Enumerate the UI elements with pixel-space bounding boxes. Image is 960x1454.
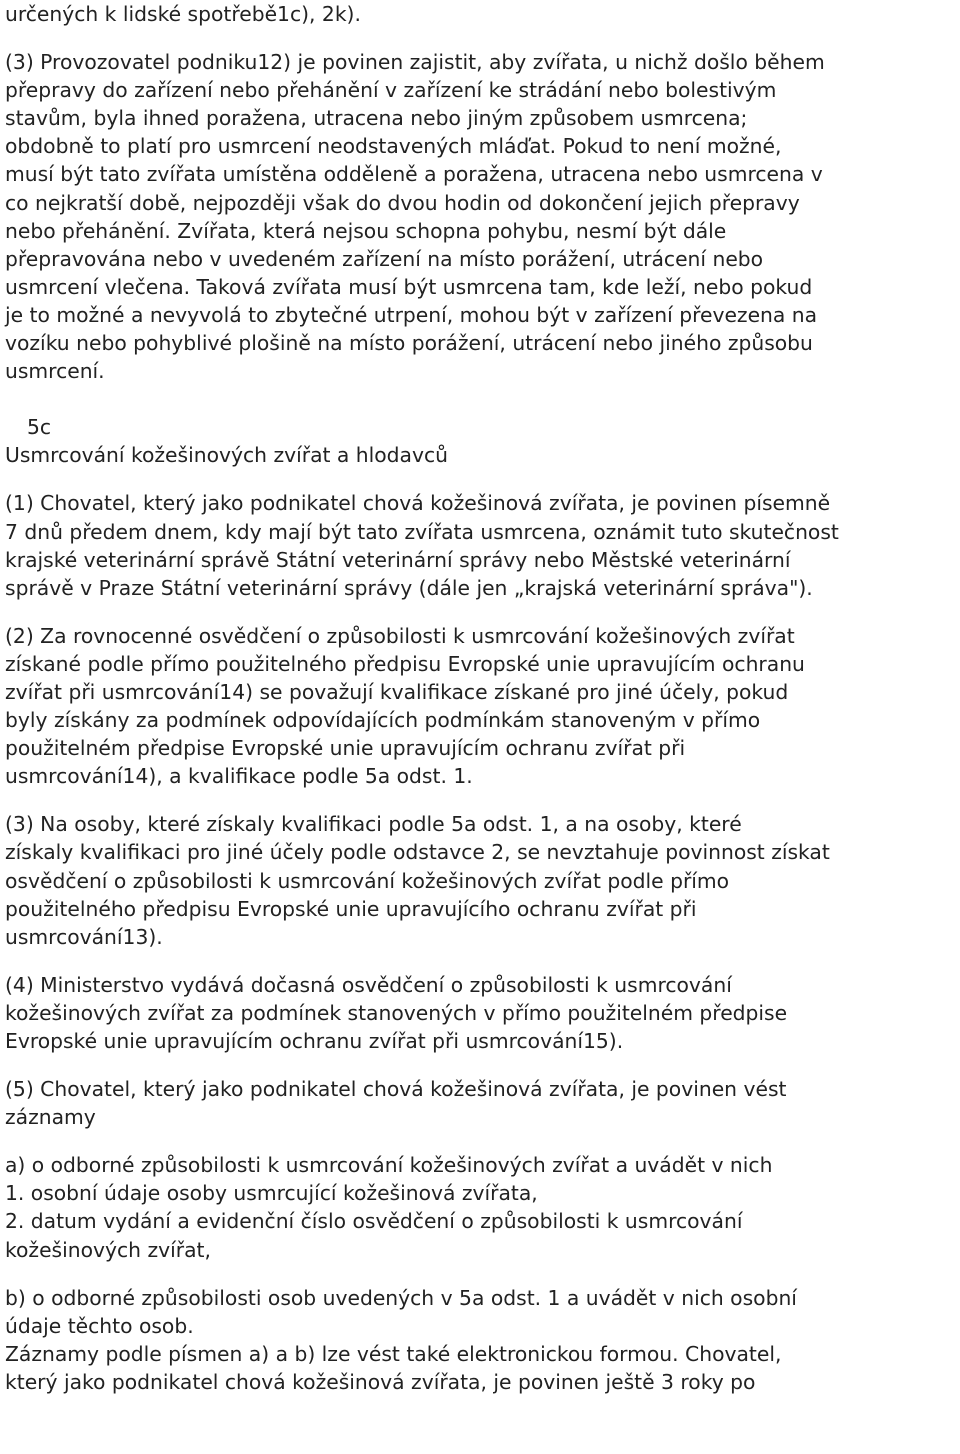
text-line: přepravována nebo v uvedeném zařízení na místo porážení, utrácení nebo (5, 246, 764, 271)
subsection-2 (5, 622, 955, 791)
text-line: 7 dnů předem dnem, kdy mají být tato zvířata usmrcena, oznámit tuto skutečnost (5, 519, 839, 544)
subsection-3 (5, 810, 955, 950)
subsection-4 (5, 971, 955, 1055)
text-line: a) o odborné způsobilosti k usmrcování kožešinových zvířat a uvádět v nich (5, 1153, 773, 1178)
text-line: (4) Ministerstvo vydává dočasná osvědčení o způsobilosti k usmrcování (5, 972, 732, 997)
text-line: použitelného předpisu Evropské unie upravujícího ochranu zvířat při (5, 896, 697, 921)
text-line: (5) Chovatel, který jako podnikatel chová kožešinová zvířata, je povinen vést (5, 1077, 787, 1102)
text-line: 2. datum vydání a evidenční číslo osvědčení o způsobilosti k usmrcování (5, 1209, 743, 1234)
text-line: kožešinových zvířat, (5, 1237, 211, 1262)
text-line: stavům, byla ihned poražena, utracena nebo jiným způsobem usmrcena; (5, 106, 748, 131)
text-line: usmrcení vlečena. Taková zvířata musí být usmrcena tam, kde leží, nebo pokud (5, 274, 813, 299)
text-line: b) o odborné způsobilosti osob uvedených v 5a odst. 1 a uvádět v nich osobní (5, 1285, 797, 1310)
text-line: získaly kvalifikaci pro jiné účely podle odstavce 2, se nevztahuje povinnost získat (5, 840, 830, 865)
text-line: správě v Praze Státní veterinární správy (dále jen „krajská veterinární správa"). (5, 575, 813, 600)
section-title: Usmrcování kožešinových zvířat a hlodavců (5, 443, 448, 468)
text-line: je to možné a nevyvolá to zbytečné utrpení, mohou být v zařízení převezena na (5, 302, 818, 327)
text-line: (2) Za rovnocenné osvědčení o způsobilosti k usmrcování kožešinových zvířat (5, 623, 795, 648)
text-line: zvířat při usmrcování14) se považují kvalifikace získané pro jiné účely, pokud (5, 679, 789, 704)
text-line: získané podle přímo použitelného předpisu Evropské unie upravujícím ochranu (5, 651, 805, 676)
text-line: (3) Provozovatel podniku12) je povinen zajistit, aby zvířata, u nichž došlo během (5, 50, 825, 75)
text-line: údaje těchto osob. (5, 1313, 194, 1338)
subsection-5 (5, 1075, 955, 1131)
text-line: usmrcování14), a kvalifikace podle 5a odst. 1. (5, 764, 473, 789)
paragraph-3-transport (5, 48, 955, 385)
text-line: použitelném předpise Evropské unie upravujícím ochranu zvířat při (5, 736, 686, 761)
text-line: určených k lidské spotřebě1c), 2k). (5, 2, 361, 26)
text-line: záznamy (5, 1105, 96, 1130)
text-line: Evropské unie upravujícím ochranu zvířat při usmrcování15). (5, 1029, 624, 1053)
text-line: přepravy do zařízení nebo přehánění v zařízení ke strádání nebo bolestivým (5, 78, 777, 103)
text-line: Záznamy podle písmen a) a b) lze vést také elektronickou formou. Chovatel, (5, 1341, 782, 1366)
text-line: nebo přehánění. Zvířata, která nejsou schopna pohybu, nesmí být dále (5, 218, 727, 243)
top-line (5, 0, 955, 28)
text-line: co nejkratší době, nejpozději však do dvou hodin od dokončení jejich přepravy (5, 190, 800, 215)
text-line: (1) Chovatel, který jako podnikatel chová kožešinová zvířata, je povinen písemně (5, 491, 831, 516)
document-page (5, 0, 955, 1396)
item-a (5, 1151, 955, 1263)
text-line: krajské veterinární správě Státní veterinární správy nebo Městské veterinární (5, 547, 791, 572)
item-b (5, 1284, 955, 1396)
subsection-1 (5, 489, 955, 601)
text-line: musí být tato zvířata umístěna odděleně a poražena, utracena nebo usmrcena v (5, 162, 823, 187)
text-line: kožešinových zvířat za podmínek stanovených v přímo použitelném předpise (5, 1000, 788, 1025)
text-line: usmrcování13). (5, 924, 163, 949)
text-line: osvědčení o způsobilosti k usmrcování kožešinových zvířat podle přímo (5, 868, 730, 893)
section-heading (5, 413, 955, 469)
text-line: (3) Na osoby, které získaly kvalifikaci podle 5a odst. 1, a na osoby, které (5, 812, 742, 837)
section-number: 5c (27, 415, 52, 440)
text-line: usmrcení. (5, 359, 105, 384)
text-line: byly získány za podmínek odpovídajících podmínkám stanoveným v přímo (5, 708, 761, 733)
text-line: 1. osobní údaje osoby usmrcující kožešinová zvířata, (5, 1181, 538, 1206)
text-line: obdobně to platí pro usmrcení neodstavených mláďat. Pokud to není možné, (5, 134, 782, 159)
text-line: vozíku nebo pohyblivé plošině na místo porážení, utrácení nebo jiného způsobu (5, 331, 813, 356)
text-line: který jako podnikatel chová kožešinová zvířata, je povinen ještě 3 roky po (5, 1369, 756, 1394)
